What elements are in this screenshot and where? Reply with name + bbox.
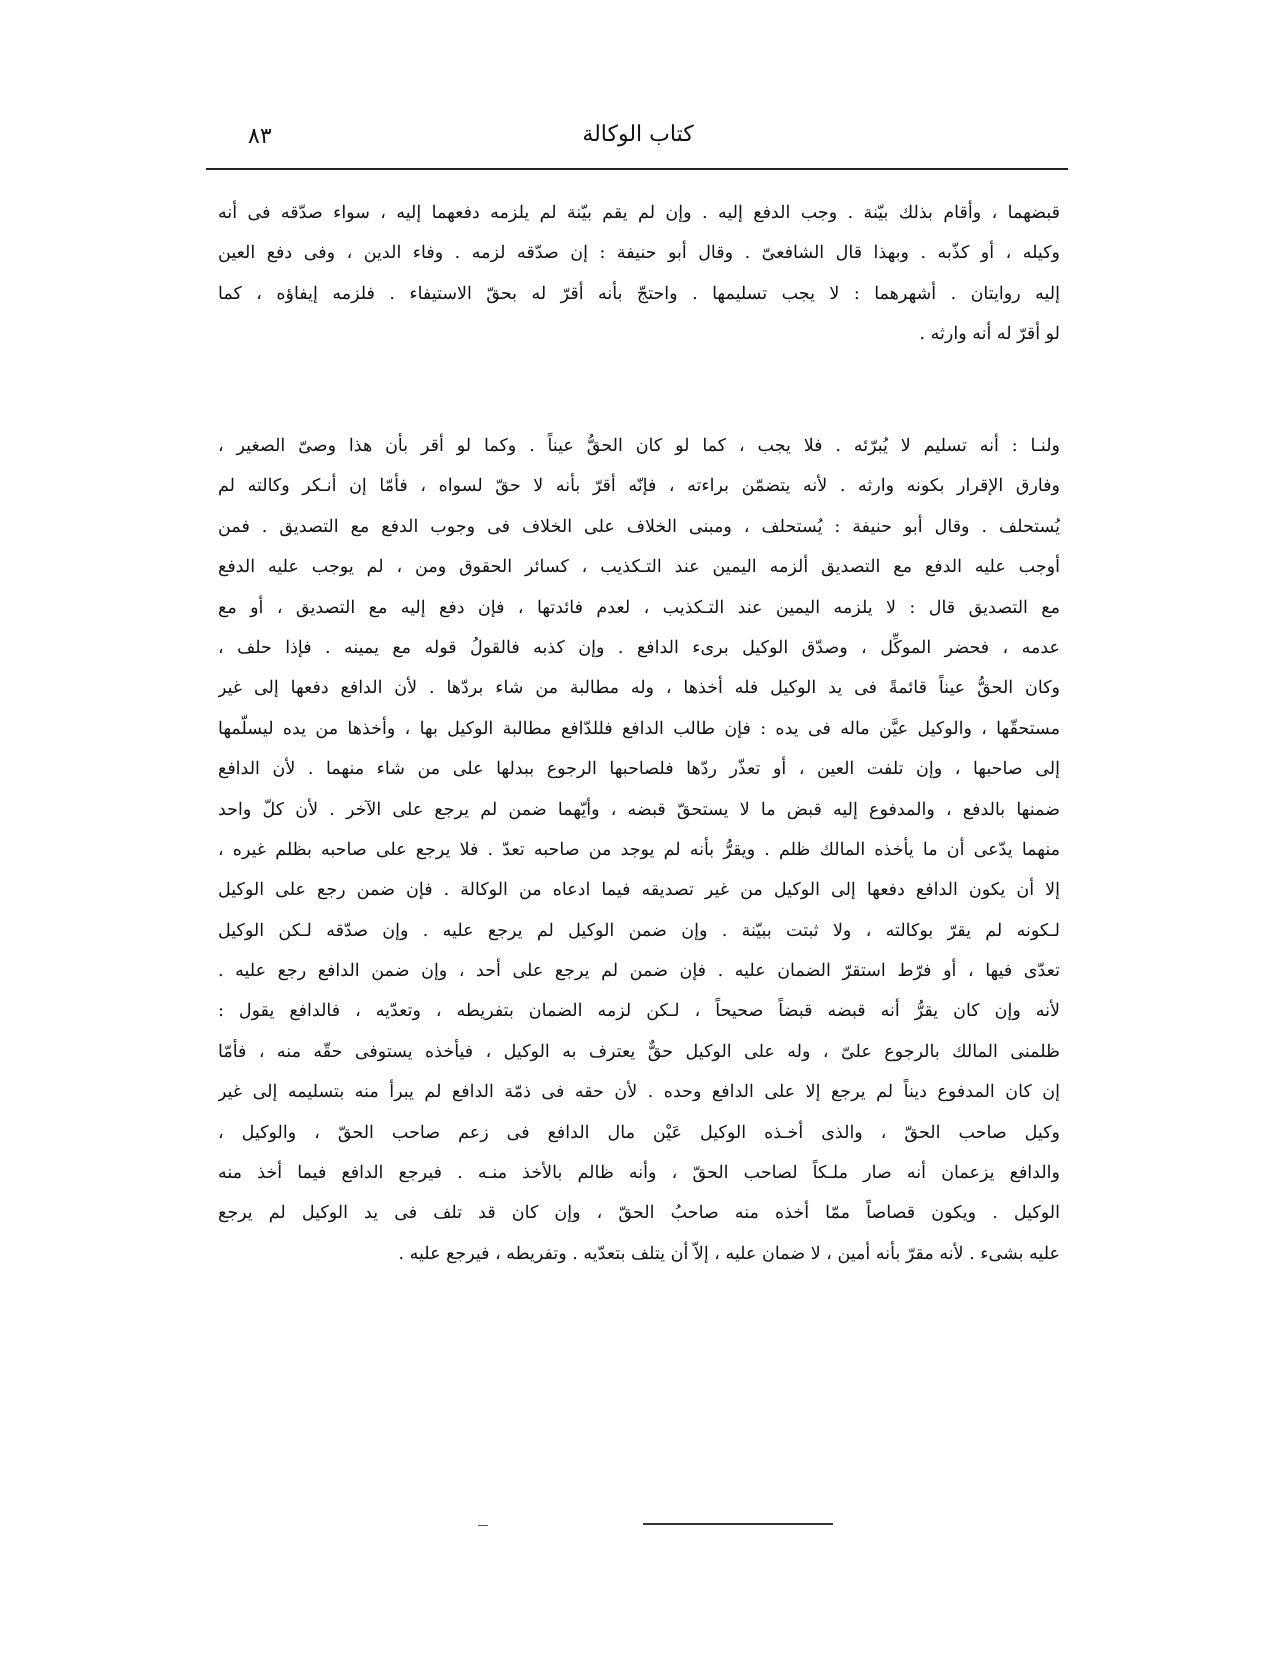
header-rule — [206, 168, 1068, 170]
text-line: إلى صاحبها ، وإن تلفت العين ، أو تعذّر ردّها فلصاحبها الرجوع ببدلها على من شاء منهما . لأن الدافع — [218, 759, 1060, 780]
text-line: عليه بشىء . لأنه مقرّ بأنه أمين ، لا ضمان عليه ، إلاّ أن يتلف بتعدّيه . وتفريطه ، فيرجع عليه . — [398, 1243, 1060, 1264]
text-line: وكيله ، أو كذّبه . وبهذا قال الشافعىّ . وقال أبو حنيفة : إن صدّقه لزمه . وفاء الدين ، وفى دفع العين — [218, 243, 1060, 264]
footer-dash — [478, 1525, 488, 1526]
text-line: لـكونه لم يقرّ بوكالته ، ولا ثبتت ببيّنة . وإن ضمن الوكيل لم يرجع عليه . وإن صدّقه لـكن الوكيل — [218, 920, 1060, 941]
text-line: وكان الحقُّ عيناً قائمةً فى يد الوكيل فله أخذها ، وله مطالبة من شاء بردّها . لأن الدافع دفعها إلى غير — [218, 678, 1060, 699]
text-line: أوجب عليه الدفع مع التصديق ألزمه اليمين عند التـكذيب ، كسائر الحقوق ومن ، لم يوجب عليه الدفع — [218, 557, 1060, 578]
running-title: كتاب الوكالة — [582, 122, 694, 147]
paragraph-2 — [218, 426, 1060, 1274]
text-line: مستحقّها ، والوكيل عيَّن ماله فى يده : فإن طالب الدافع فللدّافع مطالبة الوكيل بها ، وأخذها من يده ليسلّمها — [218, 718, 1060, 739]
text-line: إليه روايتان . أشهرهما : لا يجب تسليمها . واحتجّ بأنه أقرّ له بحقّ الاستيفاء . فلزمه إيفاؤه ، كما — [218, 283, 1060, 304]
text-line: ظلمنى المالك بالرجوع علىّ ، وله على الوكيل حقٌّ يعترف به الوكيل ، فيأخذه يستوفى حقّه منه ، فأمّا — [218, 1041, 1060, 1062]
text-line: مع التصديق قال : لا يلزمه اليمين عند التـكذيب ، لعدم فائدتها ، فإن دفع إليه مع التصديق ، أو مع — [218, 597, 1060, 618]
text-line: منهما يدّعى أن ما يأخذه المالك ظلم . ويقرُّ بأنه لم يوجد من صاحبه تعدّ . فلا يرجع على صاحبه بظلم غيره ، — [218, 839, 1060, 860]
page-number: ٨٣ — [248, 124, 272, 149]
text-line: تعدّى فيها ، أو فرّط استقرّ الضمان عليه . فإن ضمن لم يرجع على أحد ، وإن ضمن الدافع رجع عليه . — [218, 961, 1060, 982]
text-line: إن كان المدفوع ديناً لم يرجع إلا على الدافع وحده . لأن حقه فى ذمّة الدافع لم يبرأ منه بتسليمه إلى غير — [218, 1082, 1060, 1103]
text-line: الوكيل . ويكون قصاصاً ممّا أخذه منه صاحبُ الحقّ ، وإن كان قد تلف فى يد الوكيل لم يرجع — [218, 1203, 1060, 1224]
text-line: ولنـا : أنه تسليم لا يُبرّئه . فلا يجب ، كما لو كان الحقُّ عيناً . وكما لو أقر بأن هذا وصىّ الصغير ، — [218, 436, 1060, 456]
text-line: لأنه وإن كان يقرُّ أنه قبضه قبضاً صحيحاً ، لـكن لزمه الضمان بتفريطه ، وتعدّيه ، فالدافع يقول : — [218, 1001, 1060, 1022]
paragraph-1 — [218, 193, 1060, 355]
text-line: وكيل صاحب الحقّ ، والذى أخـذه الوكيل عَيْن مال الدافع فى زعم صاحب الحقّ ، والوكيل ، — [218, 1122, 1060, 1143]
text-line: لو أقرّ له أنه وارثه . — [919, 324, 1060, 345]
text-line: يُستحلف . وقال أبو حنيفة : يُستحلف ، ومبنى الخلاف على الخلاف فى وجوب الدفع مع التصديق . فمن — [218, 516, 1060, 537]
text-line: وفارق الإقرار بكونه وارثه . لأنه يتضمّن براءته ، فإنّه أقرّ بأنه لا حقّ لسواه ، فأمّا إن أنـكر وكالته لم — [218, 476, 1060, 497]
text-line: قبضهما ، وأقام بذلك بيّنة . وجب الدفع إليه . وإن لم يقم بيّنة لم يلزمه دفعهما إليه ، سواء صدّقه فى أنه — [218, 203, 1060, 223]
text-line: والدافع يزعمان أنه صار ملـكاً لصاحب الحقّ ، وأنه ظالم بالأخذ منـه . فيرجع الدافع فيما أخذ منه — [218, 1163, 1060, 1184]
text-line: عدمه ، فحضر الموكِّل ، وصدّق الوكيل برىء الدافع . وإن كذبه فالقولُ قوله مع يمينه . فإذا حلف ، — [218, 637, 1060, 658]
text-line: ضمنها بالدفع ، والمدفوع إليه قبض ما لا يستحقّ قبضه ، وأيّهما ضمن لم يرجع على الآخر . لأن كلّ واحد — [218, 799, 1060, 820]
footer-rule — [643, 1523, 833, 1525]
text-line: إلا أن يكون الدافع دفعها إلى الوكيل من غير تصديقه فيما ادعاه من الوكالة . فإن ضمن رجع على الوكيل — [218, 880, 1060, 901]
page-header — [212, 118, 1064, 168]
